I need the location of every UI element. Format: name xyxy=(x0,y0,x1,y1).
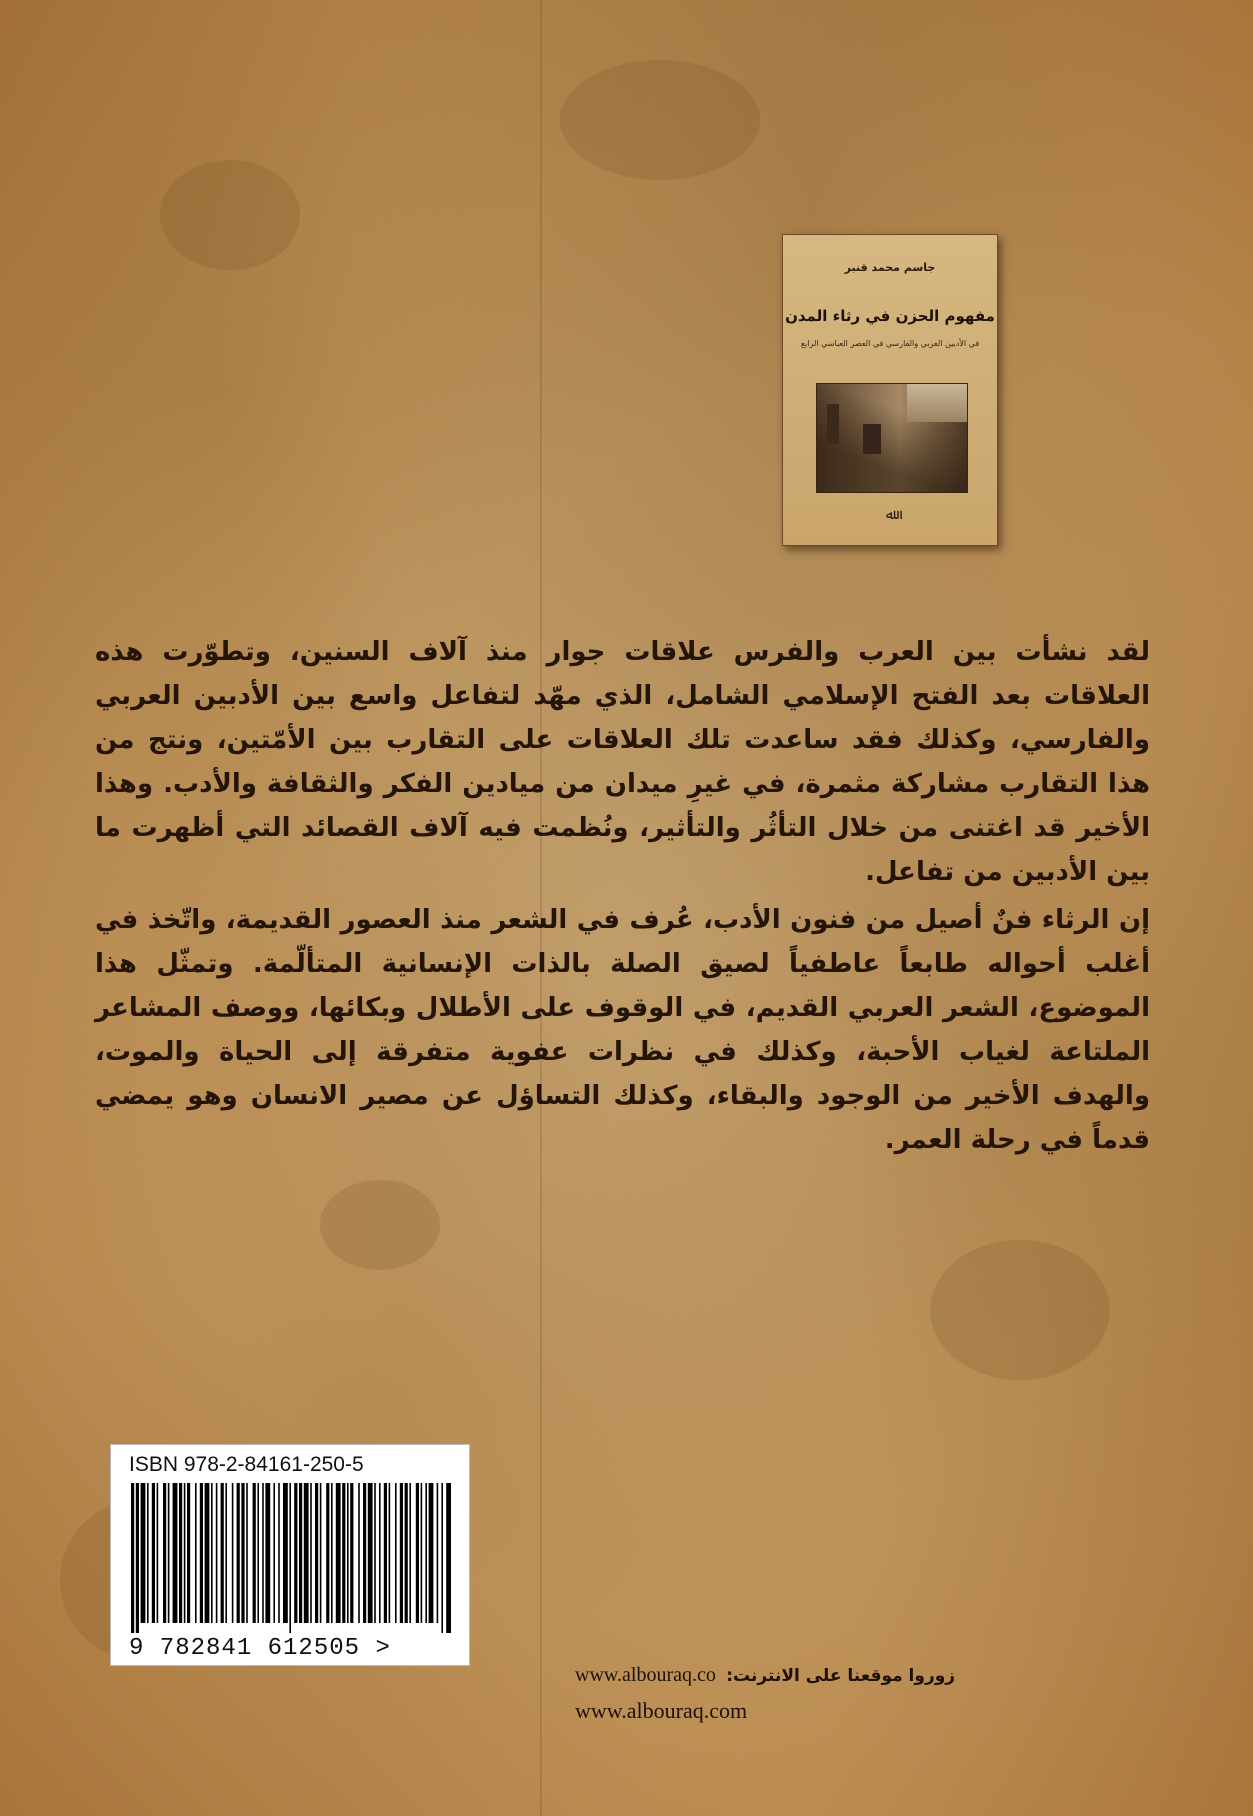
isbn-barcode-box xyxy=(110,1444,470,1666)
thumbnail-title: مفهوم الحزن في رثاء المدن xyxy=(785,307,995,325)
paper-stain xyxy=(320,1180,440,1270)
barcode-bars xyxy=(129,1483,451,1633)
website-label: زوروا موقعنا على الانترنت: xyxy=(726,1666,956,1686)
photo-sky xyxy=(907,384,967,422)
blurb-paragraph-1: لقد نشأت بين العرب والفرس علاقات جوار منذ آلاف السنين، وتطوّرت هذه العلاقات بعد الفتح الإسلامي الشامل، الذي مهّد لتفاعل واسع بين الأدبين العربي والفارسي، وكذلك فقد ساعدت تلك العلاقات على التقارب بين الأمّتين، ونتج من هذا التقارب مشاركة مثمرة، في غيرِ ميدان من ميادين الفكر والثقافة والأدب. وهذا الأخير قد اغتنى من خلال التأثُر والتأثير، ونُظمت فيه آلاف القصائد التي أظهرت ما بين الأدبين من تفاعل. xyxy=(95,637,1150,887)
paper-stain xyxy=(930,1240,1110,1380)
photo-ruin-column xyxy=(827,404,839,444)
thumbnail-author: جاسم محمد قنبر xyxy=(844,261,936,274)
photo-ruin-arch xyxy=(863,424,881,454)
thumbnail-subtitle: في الأدبين العربي والفارسي في العصر العباسي الرابع xyxy=(800,339,980,348)
website-line-1 xyxy=(575,1662,1135,1687)
front-cover-thumbnail xyxy=(782,234,998,546)
paper-stain xyxy=(560,60,760,180)
thumbnail-ruins-photo xyxy=(816,383,968,493)
website-url[interactable]: www.albouraq.com xyxy=(575,1698,748,1723)
paper-stain xyxy=(160,160,300,270)
barcode-digits: 9 782841 612505 > xyxy=(129,1635,391,1662)
publisher-logo-icon: ﷲ xyxy=(885,507,895,523)
back-cover-blurb xyxy=(95,630,1150,1166)
website-url-partial[interactable]: www.albouraq.co xyxy=(575,1664,716,1686)
isbn-label: ISBN 978-2-84161-250-5 xyxy=(129,1453,364,1476)
blurb-paragraph-2: إن الرثاء فنٌ أصيل من فنون الأدب، عُرف في الشعر منذ العصور القديمة، واتّخذ في أغلب أحواله طابعاً عاطفياً لصيق الصلة بالذات الإنسانية المتألّمة. وتمثّل هذا الموضوع، الشعر العربي القديم، في الوقوف على الأطلال وبكائها، ووصف المشاعر الملتاعة لغياب الأحبة، وكذلك في نظرات عفوية متفرقة إلى الحياة والموت، والهدف الأخير من الوجود والبقاء، وكذلك التساؤل عن مصير الانسان وهو يمضي قدماً في رحلة العمر. xyxy=(95,905,1150,1155)
